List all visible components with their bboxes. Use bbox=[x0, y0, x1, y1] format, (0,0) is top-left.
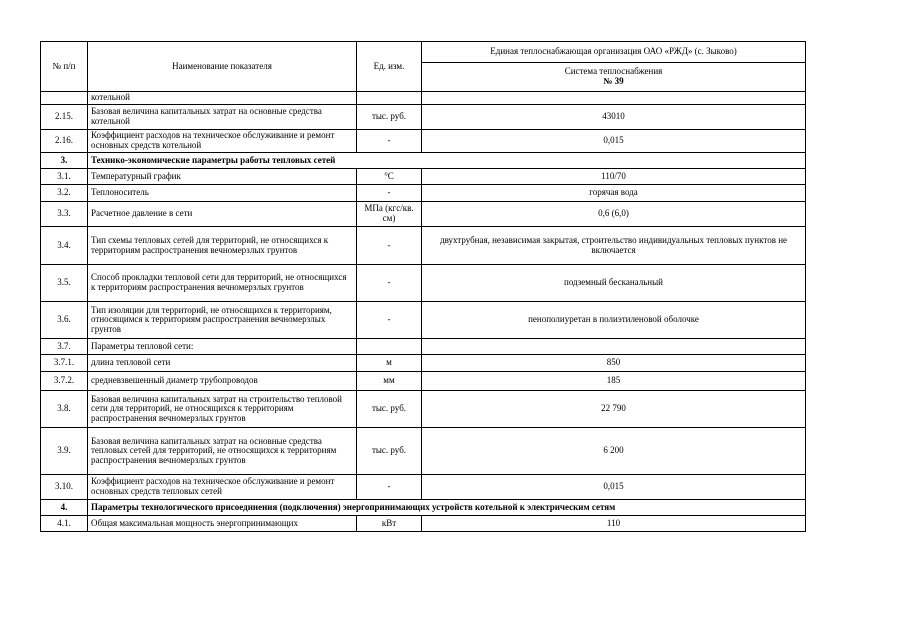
table-row bbox=[41, 227, 806, 265]
indicator-name: Базовая величина капитальных затрат на строительство тепловой сети для территорий, не относящихся к территориям распространения вечномерзлых грунтов bbox=[88, 391, 357, 428]
unit-cell: °С bbox=[357, 169, 422, 185]
section-row bbox=[41, 500, 806, 516]
row-number: 3. bbox=[41, 153, 88, 169]
table-row bbox=[41, 302, 806, 339]
unit-cell: м bbox=[357, 355, 422, 372]
row-number: 3.10. bbox=[41, 475, 88, 500]
value-cell: пенополиуретан в полиэтиленовой оболочке bbox=[422, 302, 806, 339]
unit-cell: - bbox=[357, 185, 422, 202]
indicator-name: Теплоноситель bbox=[88, 185, 357, 202]
unit-cell bbox=[357, 92, 422, 105]
indicator-name: Температурный график bbox=[88, 169, 357, 185]
header-row bbox=[41, 42, 806, 63]
header-system bbox=[422, 63, 806, 92]
unit-cell: - bbox=[357, 475, 422, 500]
value-cell: 185 bbox=[422, 372, 806, 391]
value-cell: 22 790 bbox=[422, 391, 806, 428]
indicator-name: средневзвешенный диаметр трубопроводов bbox=[88, 372, 357, 391]
header-org: Единая теплоснабжающая организация ОАО «РЖД» (с. Зыково) bbox=[422, 42, 806, 63]
table-row bbox=[41, 130, 806, 153]
value-cell: 0,015 bbox=[422, 130, 806, 153]
table-row bbox=[41, 265, 806, 302]
table-row bbox=[41, 185, 806, 202]
indicator-name: Коэффициент расходов на техническое обслуживание и ремонт основных средств котельной bbox=[88, 130, 357, 153]
header-unit: Ед. изм. bbox=[357, 42, 422, 92]
table-row bbox=[41, 202, 806, 227]
unit-cell: - bbox=[357, 130, 422, 153]
row-number: 3.2. bbox=[41, 185, 88, 202]
table-row bbox=[41, 372, 806, 391]
indicator-name: Расчетное давление в сети bbox=[88, 202, 357, 227]
indicator-name: Базовая величина капитальных затрат на основные средства котельной bbox=[88, 105, 357, 130]
unit-cell: тыс. руб. bbox=[357, 105, 422, 130]
indicator-name: длина тепловой сети bbox=[88, 355, 357, 372]
header-num: № п/п bbox=[41, 42, 88, 92]
parameters-table bbox=[40, 41, 806, 532]
value-cell: 850 bbox=[422, 355, 806, 372]
unit-cell: - bbox=[357, 227, 422, 265]
section-title: Параметры технологического присоединения (подключения) энергопринимающих устройств котельной к электрическим сетям bbox=[88, 500, 806, 516]
row-number: 3.5. bbox=[41, 265, 88, 302]
unit-cell: кВт bbox=[357, 516, 422, 532]
row-number: 3.1. bbox=[41, 169, 88, 185]
table-row bbox=[41, 428, 806, 475]
unit-cell: МПа (кгс/кв. см) bbox=[357, 202, 422, 227]
row-number: 3.6. bbox=[41, 302, 88, 339]
header-system-line2: № 39 bbox=[603, 76, 624, 86]
indicator-name: Коэффициент расходов на техническое обслуживание и ремонт основных средств тепловых сетей bbox=[88, 475, 357, 500]
table-row bbox=[41, 391, 806, 428]
indicator-name: Способ прокладки тепловой сети для территорий, не относящихся к территориям распространения вечномерзлых грунтов bbox=[88, 265, 357, 302]
value-cell bbox=[422, 339, 806, 355]
table-row bbox=[41, 475, 806, 500]
value-cell: 0,6 (6,0) bbox=[422, 202, 806, 227]
unit-cell: - bbox=[357, 265, 422, 302]
header-system-line1: Система теплоснабжения bbox=[564, 66, 663, 77]
header-name: Наименование показателя bbox=[88, 42, 357, 92]
row-number: 2.15. bbox=[41, 105, 88, 130]
value-cell: 43010 bbox=[422, 105, 806, 130]
value-cell: подземный бесканальный bbox=[422, 265, 806, 302]
table-row bbox=[41, 339, 806, 355]
row-number: 3.7.1. bbox=[41, 355, 88, 372]
table-body bbox=[41, 42, 806, 532]
unit-cell bbox=[357, 339, 422, 355]
indicator-name: Базовая величина капитальных затрат на основные средства тепловых сетей для территорий, не относящихся к территориям распространения вечномерзлых грунтов bbox=[88, 428, 357, 475]
table-row bbox=[41, 516, 806, 532]
value-cell: двухтрубная, независимая закрытая, строительство индивидуальных тепловых пунктов не включается bbox=[422, 227, 806, 265]
value-cell: 110 bbox=[422, 516, 806, 532]
section-row bbox=[41, 153, 806, 169]
unit-cell: - bbox=[357, 302, 422, 339]
row-number: 3.7.2. bbox=[41, 372, 88, 391]
row-number: 3.4. bbox=[41, 227, 88, 265]
unit-cell: тыс. руб. bbox=[357, 391, 422, 428]
row-number: 4.1. bbox=[41, 516, 88, 532]
value-cell bbox=[422, 92, 806, 105]
unit-cell: мм bbox=[357, 372, 422, 391]
value-cell: 110/70 bbox=[422, 169, 806, 185]
indicator-name: Параметры тепловой сети: bbox=[88, 339, 357, 355]
indicator-name: котельной bbox=[88, 92, 357, 105]
indicator-name: Тип изоляции для территорий, не относящихся к территориям, относящимся к территориям распространения вечномерзлых грунтов bbox=[88, 302, 357, 339]
value-cell: горячая вода bbox=[422, 185, 806, 202]
table-row bbox=[41, 169, 806, 185]
unit-cell: тыс. руб. bbox=[357, 428, 422, 475]
row-number: 3.8. bbox=[41, 391, 88, 428]
value-cell: 0,015 bbox=[422, 475, 806, 500]
row-number: 2.16. bbox=[41, 130, 88, 153]
section-title: Технико-экономические параметры работы тепловых сетей bbox=[88, 153, 806, 169]
table-row bbox=[41, 92, 806, 105]
row-number: 4. bbox=[41, 500, 88, 516]
table-row bbox=[41, 355, 806, 372]
row-number: 3.7. bbox=[41, 339, 88, 355]
value-cell: 6 200 bbox=[422, 428, 806, 475]
indicator-name: Тип схемы тепловых сетей для территорий, не относящихся к территориям распространения вечномерзлых грунтов bbox=[88, 227, 357, 265]
row-number: 3.9. bbox=[41, 428, 88, 475]
row-number bbox=[41, 92, 88, 105]
table-row bbox=[41, 105, 806, 130]
indicator-name: Общая максимальная мощность энергопринимающих bbox=[88, 516, 357, 532]
row-number: 3.3. bbox=[41, 202, 88, 227]
